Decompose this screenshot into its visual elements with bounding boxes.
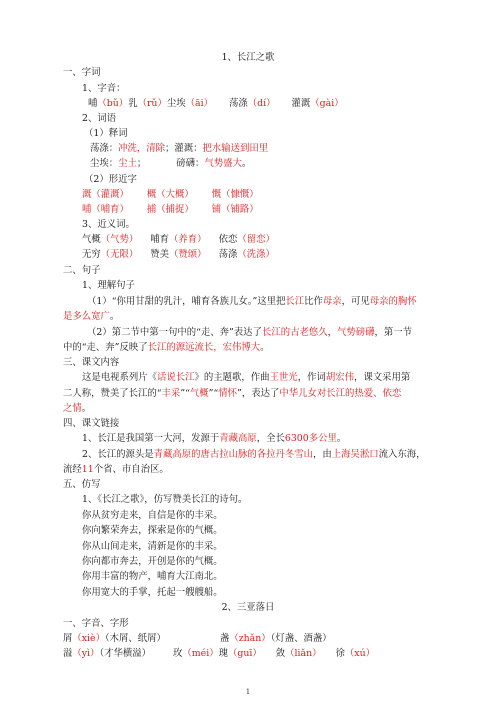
answer: 丰采 [161,388,181,399]
synonym-row [82,249,275,261]
char-row [63,648,375,660]
answer: 上海吴淞口 [331,449,379,460]
poem-line: 你从山间走来，清新是你的丰采。 [82,541,223,552]
pinyin: （āi） [185,98,213,109]
text: 这是电视系列片《 [82,372,158,383]
pinyin-row [88,98,344,110]
answer: 情怀 [218,388,238,399]
paragraph-line [82,449,426,461]
term: 荡涤： [90,143,119,154]
synonym: （赞颂） [169,249,207,260]
term: 磅礴： [176,158,205,169]
term: ；灌溉： [165,143,203,154]
poem-line: 你用宽大的手掌，托起一艘艘船。 [82,587,223,598]
pinyin: （xú） [344,648,375,659]
text: （1）“你用甘甜的乳汁，哺育各族儿女。”这里把 [87,296,286,307]
subheading: （1）释词 [84,128,128,139]
text: ，可见 [341,296,370,307]
gloss-line [90,143,268,155]
word: 依恋 [218,234,238,245]
word: 瑰 [218,648,228,659]
poem-line: 你从贫穷走来，自信是你的丰采。 [82,510,223,521]
paragraph-line [63,403,91,415]
answer: 11 [81,464,94,475]
word: 敛 [275,648,286,659]
text: 。 [81,403,92,414]
answer: 母亲的胸怀 [369,296,417,307]
gloss-line [90,158,251,170]
example: （才华横溢） [99,648,151,659]
word: 屑 [63,633,73,644]
text: （2）第二节中第一句中的“走、奔”表达了 [87,327,262,338]
answer: 是多么宽广 [63,311,110,322]
similar-char: 捕（捕捉） [146,204,194,215]
answer: 之情 [63,403,82,414]
text: 比作 [304,296,323,307]
text: 》的主题歌，作曲 [194,372,270,383]
word: 荡涤 [218,249,238,260]
answer: 6300多公里 [284,433,337,444]
word: 徐 [335,648,345,659]
pinyin: （xiè） [72,633,105,644]
pinyin: （gài） [310,98,344,109]
answer: 长江 [285,296,305,307]
word: 无穷 [82,249,101,260]
lesson2-title: 2、三亚落日 [221,602,275,613]
pinyin: （liǎn） [285,648,322,659]
word: 溢 [63,648,73,659]
word: 赞美 [150,249,170,260]
subheading: （2）形近字 [84,174,137,185]
poem-line: 你用丰富的物产，哺育大江南北。 [82,571,223,582]
word: 哺 [88,98,98,109]
text: 二人称，赞美了长江的“ [63,388,162,399]
word: 乳 [128,98,138,109]
answer: 话说长江 [157,372,195,383]
pinyin: （zhǎn） [229,633,271,644]
subheading: 1、《长江之歌》，仿写赞美长江的诗句。 [82,494,248,505]
text: ”“ [180,388,190,399]
text: ，课文采用第 [353,372,411,383]
synonym: （留恋） [237,234,275,245]
char-row [63,633,332,645]
word: 玫 [173,648,183,659]
similar-row [82,189,259,201]
word: 灌溉 [291,98,311,109]
text: 流经 [63,464,82,475]
text: 中的“走、奔”反映了 [63,342,148,353]
text: ”，表达了 [237,388,280,399]
punct: ； [136,158,147,169]
lesson1-title: 1、长江之歌 [221,52,275,63]
synonym: （洗涤） [237,249,275,260]
subheading: 1、字音： [82,83,126,94]
answer: 胡宏伟 [325,372,354,383]
section-heading: 一、字词 [63,67,101,78]
section-heading: 五、仿写 [63,479,101,490]
text: 。 [260,342,270,353]
answer: 长江的源远流长，宏伟博大 [147,342,261,353]
section-heading: 四、课文链接 [63,418,120,429]
paragraph-line [82,372,410,384]
text: 1、长江是我国第一大河，发源于 [82,433,220,444]
pinyin: （dí） [247,98,276,109]
paragraph-line [87,296,417,308]
word: 尘埃 [166,98,186,109]
text: ，作词 [297,372,326,383]
text: ， [327,327,337,338]
term: 尘埃： [90,158,119,169]
answer: 青藏高原的唐古拉山脉的各拉丹冬雪山 [153,449,313,460]
subheading: 2、词语 [82,113,117,124]
paragraph-line [63,388,401,400]
pinyin: （bǔ） [97,98,129,109]
word: 气概 [82,234,101,245]
definition: 冲洗，清除 [118,143,166,154]
section-heading: 一、字音、字形 [63,618,129,629]
paragraph-line [87,327,412,339]
paragraph-line [63,464,169,476]
page-number: 1 [245,688,251,696]
pinyin: （méi） [182,648,219,659]
text: 。 [336,433,347,444]
answer: 长江的古老悠久 [261,327,328,338]
synonym: （无限） [100,249,139,260]
similar-char: 慨（慷慨） [211,189,259,200]
punct: 。 [241,158,252,169]
text: ，全长 [256,433,285,444]
answer: 中华儿女对长江的热爱、依恋 [279,388,402,399]
word: 哺育 [150,234,170,245]
answer: 母亲 [322,296,342,307]
answer: 气势磅礴 [336,327,375,338]
section-heading: 二、句子 [63,265,101,276]
similar-char: 溉（灌溉） [82,189,129,200]
similar-char: 哺（哺育） [82,204,129,215]
similar-char: 概（大概） [146,189,194,200]
text: ，由 [312,449,332,460]
paragraph-line [63,311,119,323]
synonym: （气势） [100,234,139,245]
synonym: （养育） [169,234,207,245]
synonym-row [82,234,275,246]
example: （灯盏、酒盏） [270,633,332,644]
text: ”“ [208,388,219,399]
paragraph-line [63,342,270,354]
word: 盏 [219,633,230,644]
poem-line: 你向繁荣奔去，探索是你的气概。 [82,525,223,536]
subheading: 3、近义词。 [82,219,135,230]
pinyin: （yì） [72,648,100,659]
pinyin: （guī） [227,648,262,659]
similar-row [82,204,259,216]
example: （木屑、纸屑） [104,633,166,644]
definition: 把水输送到田里 [202,143,269,154]
pinyin: （rǔ） [137,98,167,109]
text: 2、长江的源头是 [82,449,154,460]
subheading: 1、理解句子 [82,280,135,291]
word: 荡涤 [228,98,248,109]
answer: 气概 [189,388,209,399]
text: 流入东海， [378,449,426,460]
text: 。 [109,311,120,322]
text: 个省、市自治区。 [93,464,169,475]
poem-line: 你向都市奔去，开创是你的气概。 [82,556,223,567]
paragraph-line [82,433,346,445]
text: ，第一节 [374,327,412,338]
similar-char: 铺（铺路） [211,204,259,215]
definition: 尘土 [118,158,137,169]
answer: 王世光 [269,372,298,383]
definition: 气势盛大 [204,158,242,169]
answer: 青藏高原 [219,433,257,444]
section-heading: 三、课文内容 [63,357,120,368]
